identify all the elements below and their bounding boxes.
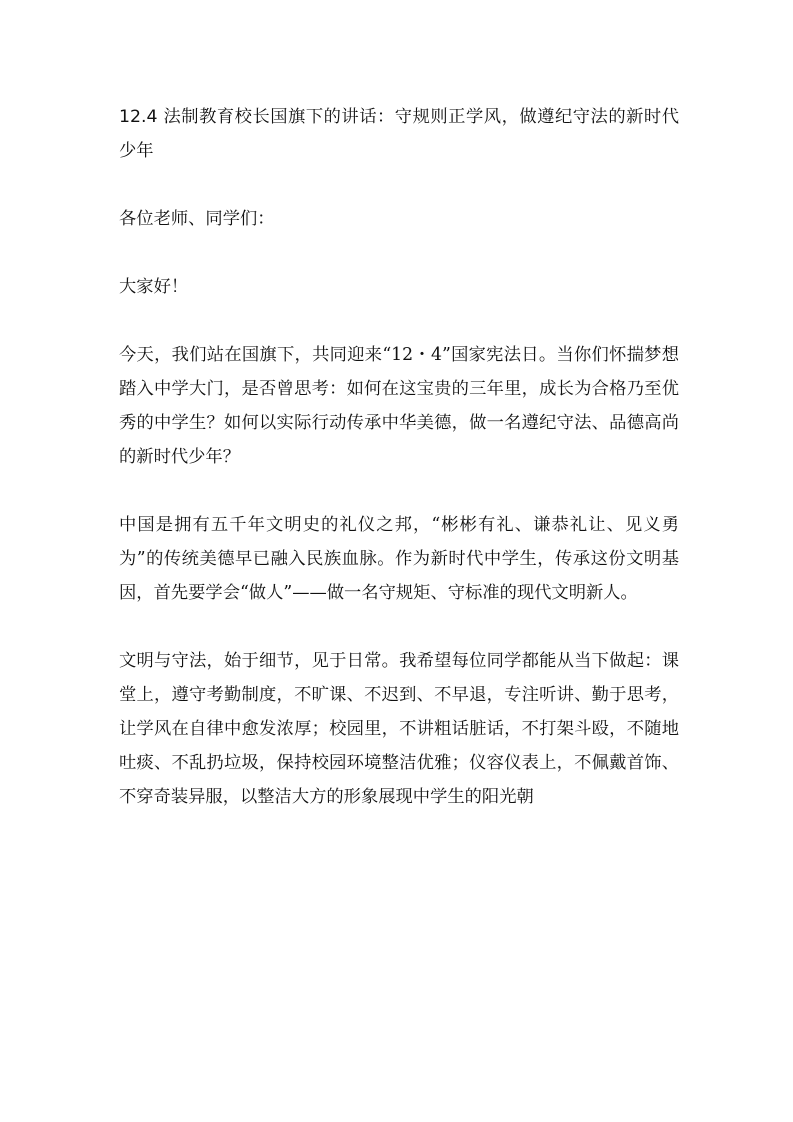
- paragraph-1: 今天，我们站在国旗下，共同迎来“12・4”国家宪法日。当你们怀揣梦想踏入中学大门，是否曾思考：如何在这宝贵的三年里，成长为合格乃至优秀的中学生？如何以实际行动传承中华美德，做一名遵纪守法、品德高尚的新时代少年？: [119, 345, 679, 467]
- document-title: 12.4 法制教育校长国旗下的讲话：守规则正学风，做遵纪守法的新时代少年: [119, 107, 679, 161]
- paragraph-2: 中国是拥有五千年文明史的礼仪之邦，“彬彬有礼、谦恭礼让、见义勇为”的传统美德早已融入民族血脉。作为新时代中学生，传承这份文明基因，首先要学会“做人”——做一名守规矩、守标准的现代文明新人。: [119, 515, 679, 603]
- paragraph-3: 文明与守法，始于细节，见于日常。我希望每位同学都能从当下做起：课堂上，遵守考勤制度，不旷课、不迟到、不早退，专注听讲、勤于思考，让学风在自律中愈发浓厚；校园里，不讲粗话脏话，不打架斗殴，不随地吐痰、不乱扔垃圾，保持校园环境整洁优雅；仪容仪表上，不佩戴首饰、不穿奇装异服，以整洁大方的形象展现中学生的阳光朝: [119, 651, 679, 807]
- greeting: 大家好！: [119, 277, 189, 297]
- document-page: [119, 100, 679, 848]
- salutation: 各位老师、同学们：: [119, 209, 275, 229]
